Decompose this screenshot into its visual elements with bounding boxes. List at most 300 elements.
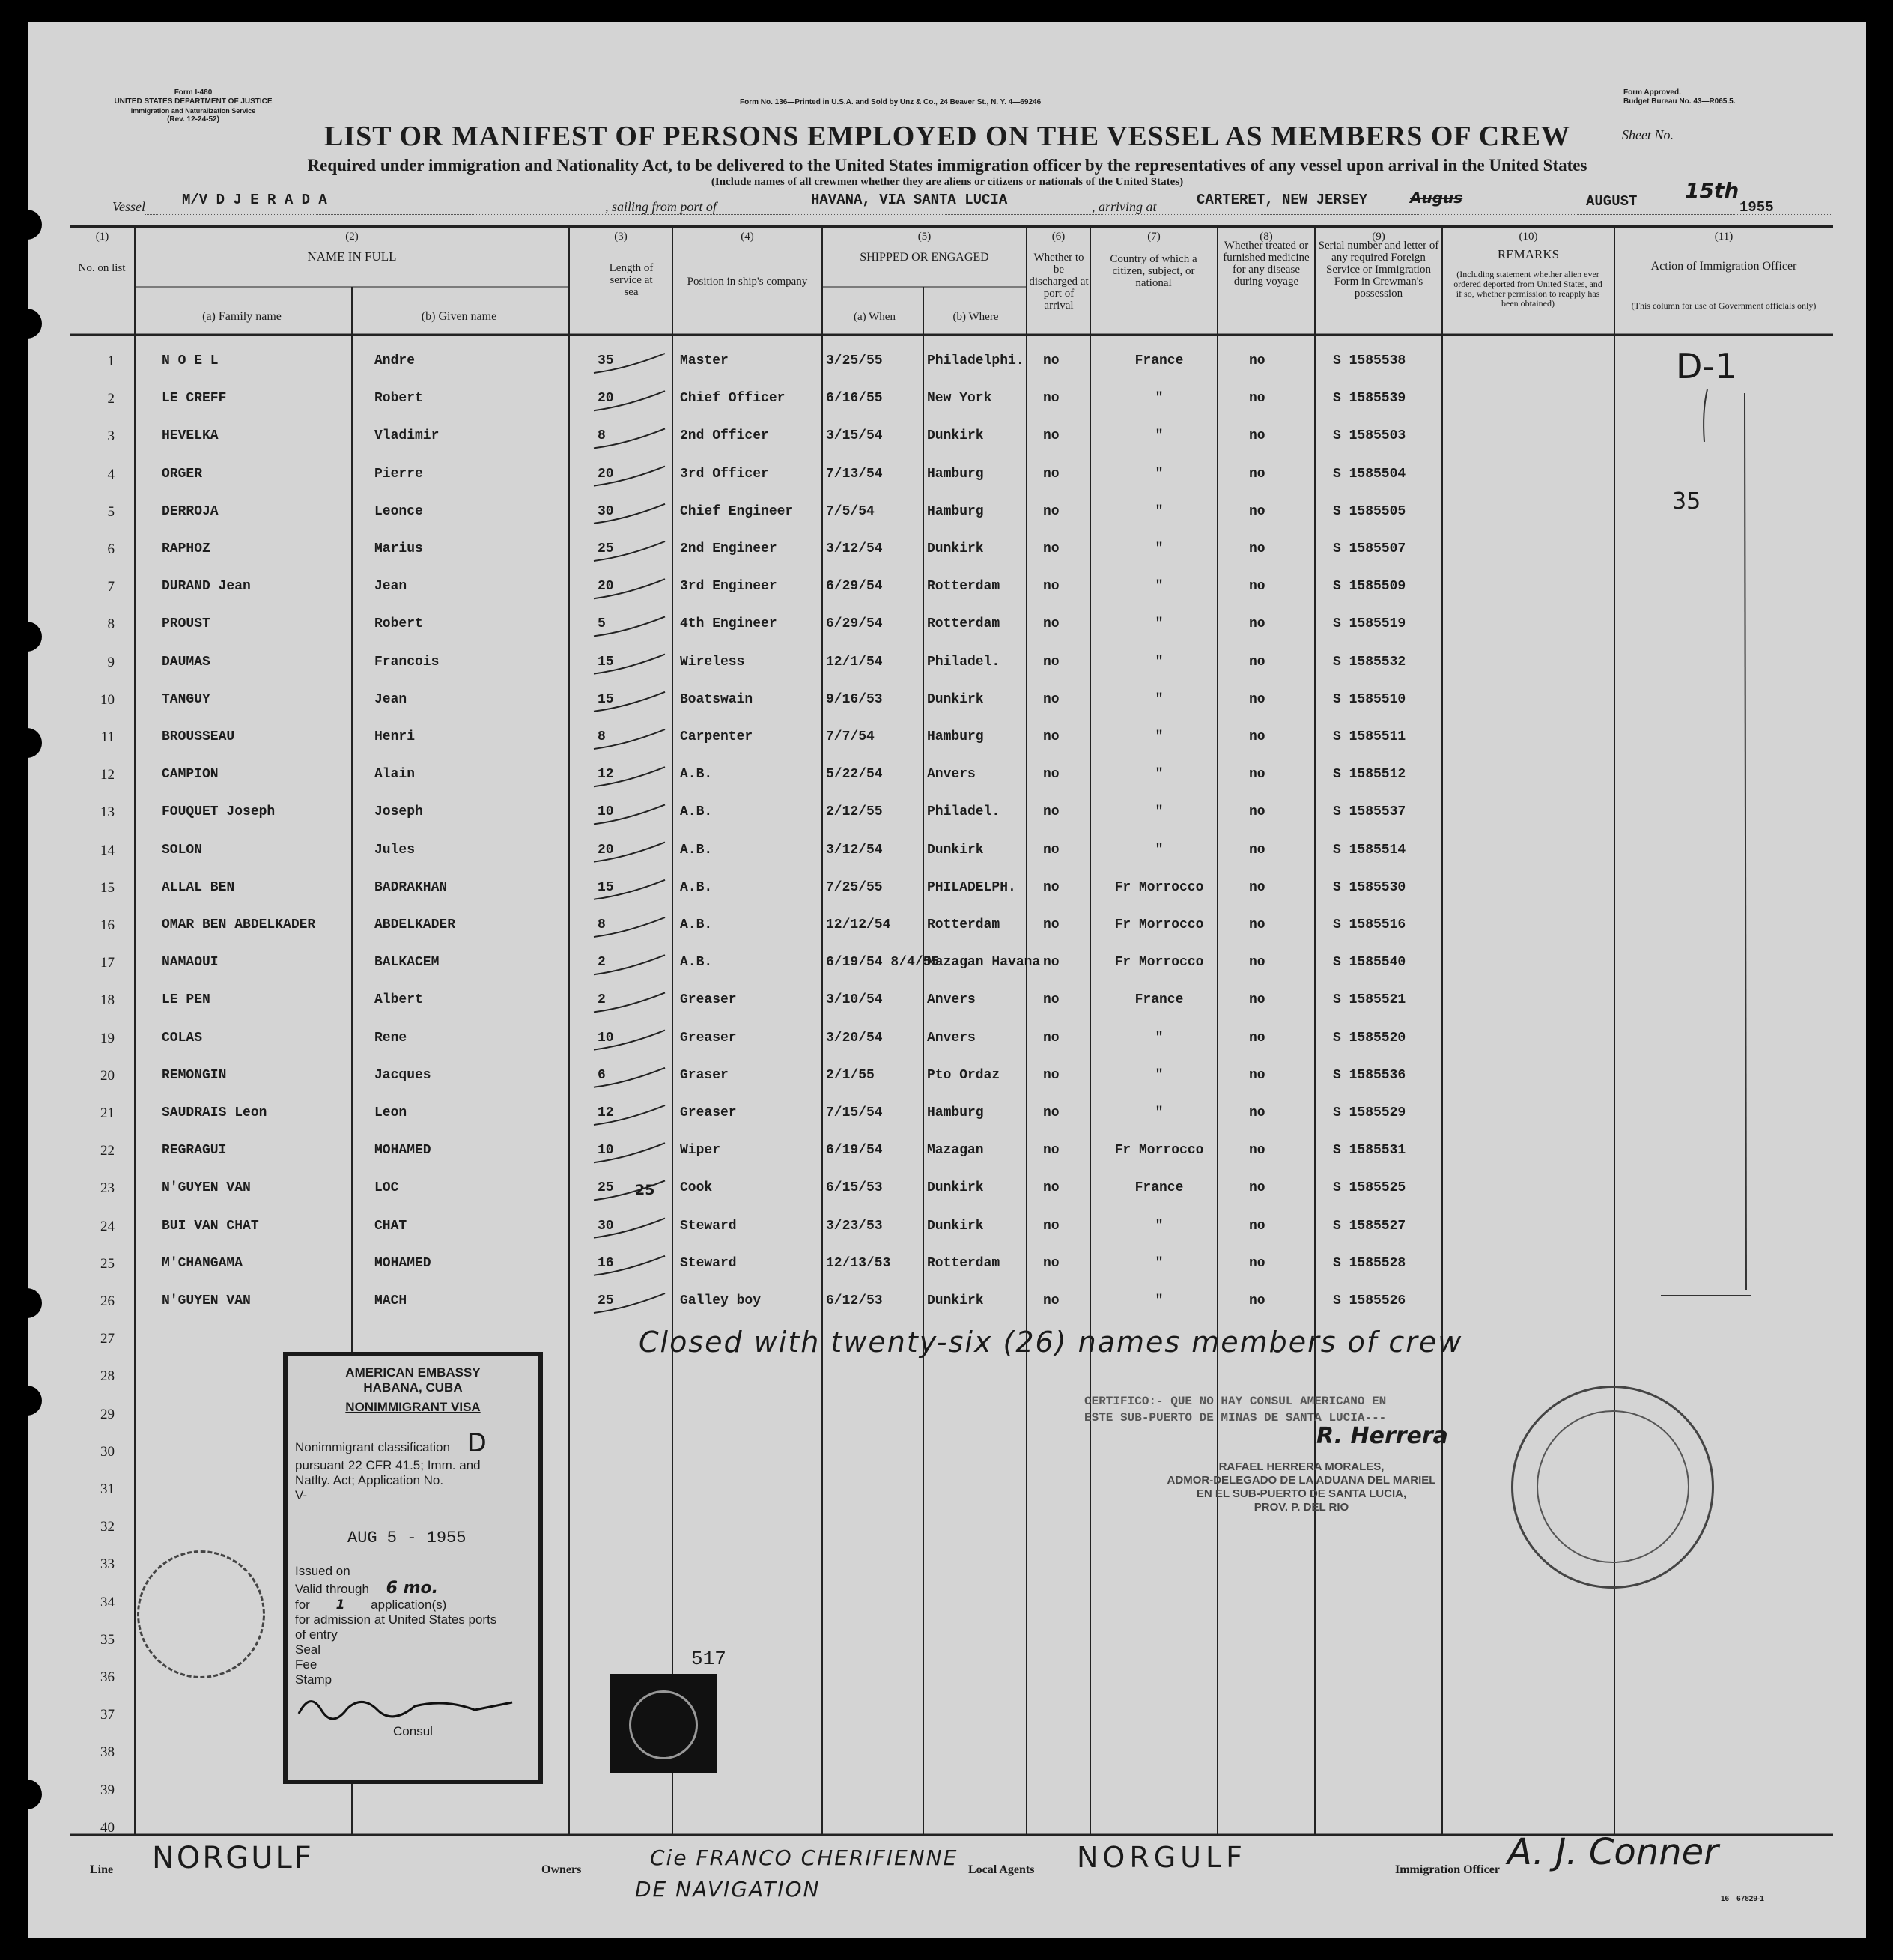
header-serial: Serial number and letter of any required Foreign Service or Immigration Form in Crewman's possession [1318, 240, 1439, 300]
row-number: 13 [100, 804, 115, 821]
discharged-cell: no [1043, 1067, 1060, 1083]
country-cell: " [1155, 503, 1164, 519]
row-number: 5 [107, 503, 115, 520]
stamp-valid-value: 6 mo. [386, 1579, 439, 1598]
discharged-cell: no [1043, 767, 1060, 783]
consul-signature [295, 1687, 520, 1725]
serial-cell: S 1585537 [1333, 804, 1406, 820]
family-name-cell: N O E L [162, 354, 219, 368]
stamp-for-value: 1 [335, 1598, 345, 1612]
footer-line: NORGULF [152, 1841, 314, 1875]
where-cell: Hamburg [927, 466, 984, 482]
discharged-cell: no [1043, 1255, 1060, 1271]
when-cell: 7/13/54 [826, 466, 883, 482]
length-cell: 20 [598, 391, 614, 407]
where-cell: Anvers [927, 992, 976, 1008]
medicine-cell: no [1249, 1293, 1265, 1308]
stamp-classification: D [467, 1428, 487, 1458]
discharged-cell: no [1043, 917, 1060, 932]
footer-officer-signature: A. J. Conner [1507, 1831, 1719, 1873]
vessel-label: Vessel [112, 199, 145, 214]
row-number: 23 [100, 1180, 115, 1197]
header-name-in-full: NAME IN FULL [307, 249, 397, 264]
where-cell: Rotterdam [927, 917, 1000, 932]
row-number: 22 [100, 1143, 115, 1159]
serial-cell: S 1585531 [1333, 1143, 1406, 1159]
when-cell: 12/12/54 [826, 917, 891, 932]
revenue-stamp [610, 1674, 717, 1773]
medicine-cell: no [1249, 466, 1265, 482]
country-cell: " [1155, 428, 1164, 444]
medicine-cell: no [1249, 879, 1265, 895]
printer-note: Form No. 136—Printed in U.S.A. and Sold by Unz & Co., 24 Beaver St., N. Y. 4—69246 [740, 98, 1042, 106]
length-cell: 15 [598, 654, 614, 670]
length-cell: 30 [598, 503, 614, 519]
sailing-label: , sailing from port of [605, 199, 717, 214]
discharged-cell: no [1043, 541, 1060, 556]
empty-row-number: 27 [100, 1331, 115, 1347]
stamp-stamp: Stamp [295, 1672, 332, 1687]
country-cell: " [1155, 767, 1164, 783]
family-name-cell: HEVELKA [162, 428, 219, 444]
manifest-sheet [28, 22, 1866, 1938]
empty-row-number: 34 [100, 1594, 115, 1610]
row-number: 4 [107, 466, 115, 482]
discharged-cell: no [1043, 1030, 1060, 1046]
struck-word: Augus [1410, 189, 1463, 207]
position-cell: Cook [680, 1180, 713, 1196]
position-cell: A.B. [680, 804, 713, 820]
family-name-cell: DERROJA [162, 503, 219, 519]
medicine-cell: no [1249, 579, 1265, 595]
given-name-cell: Jacques [374, 1067, 431, 1083]
given-name-cell: Leonce [374, 503, 423, 519]
given-name-cell: MOHAMED [374, 1143, 431, 1159]
discharged-cell: no [1043, 1293, 1060, 1308]
family-name-cell: PROUST [162, 616, 210, 632]
cert-title3: PROV. P. DEL RIO [1254, 1501, 1349, 1514]
empty-row-number: 38 [100, 1744, 115, 1761]
serial-cell: S 1585530 [1333, 879, 1406, 895]
header-discharged: Whether to be discharged at port of arrival [1029, 252, 1089, 312]
given-name-cell: Francois [374, 654, 440, 670]
country-cell: Fr Morrocco [1114, 879, 1204, 895]
when-cell: 12/13/53 [826, 1255, 891, 1271]
length-cell: 10 [598, 1030, 614, 1046]
given-name-cell: Rene [374, 1030, 407, 1046]
stamp-valid-row [295, 1579, 538, 1598]
footer-owners-1: Cie FRANCO CHERIFIENNE [650, 1845, 958, 1870]
row-number: 7 [107, 579, 115, 595]
when-cell: 2/1/55 [826, 1067, 875, 1083]
discharged-cell: no [1043, 579, 1060, 595]
col-number-10: (10) [1519, 231, 1538, 243]
row-number: 18 [100, 992, 115, 1009]
length-cell: 15 [598, 879, 614, 895]
medicine-cell: no [1249, 917, 1265, 932]
when-cell: 12/1/54 [826, 654, 883, 670]
stamp-line2: HABANA, CUBA [363, 1380, 463, 1395]
medicine-cell: no [1249, 354, 1265, 368]
given-name-cell: CHAT [374, 1218, 407, 1234]
col-number-2: (2) [345, 231, 359, 243]
given-name-cell: Leon [374, 1105, 407, 1120]
position-cell: Steward [680, 1255, 737, 1271]
family-name-cell: LE CREFF [162, 391, 227, 407]
stamp-number: 517 [691, 1648, 726, 1670]
family-name-cell: REGRAGUI [162, 1143, 227, 1159]
country-cell: Fr Morrocco [1114, 917, 1204, 932]
family-name-cell: CAMPION [162, 767, 219, 783]
country-cell: " [1155, 729, 1164, 744]
medicine-cell: no [1249, 654, 1265, 670]
family-name-cell: COLAS [162, 1030, 203, 1046]
header-length: Length of service at sea [609, 262, 654, 298]
discharged-cell: no [1043, 1143, 1060, 1159]
where-cell: Dunkirk [927, 1293, 984, 1308]
when-cell: 6/29/54 [826, 579, 883, 595]
row-number: 8 [107, 616, 115, 633]
given-name-cell: MACH [374, 1293, 407, 1308]
where-cell: Dunkirk [927, 1218, 984, 1234]
length-cell: 12 [598, 1105, 614, 1120]
position-cell: A.B. [680, 767, 713, 783]
medicine-cell: no [1249, 992, 1265, 1008]
position-cell: A.B. [680, 842, 713, 858]
when-cell: 3/23/53 [826, 1218, 883, 1234]
when-cell: 3/20/54 [826, 1030, 883, 1046]
where-cell: Philadel. [927, 654, 1000, 670]
header-family-name: (a) Family name [202, 310, 282, 323]
position-cell: A.B. [680, 917, 713, 932]
serial-cell: S 1585505 [1333, 503, 1406, 519]
given-name-cell: Jean [374, 579, 407, 595]
position-cell: 3rd Engineer [680, 579, 777, 595]
footer-officer-label: Immigration Officer [1395, 1863, 1500, 1876]
given-name-cell: Vladimir [374, 428, 440, 444]
length-cell: 15 [598, 691, 614, 707]
where-cell: Philadelphi. [927, 354, 1024, 368]
row-number: 1 [107, 354, 115, 369]
header-remarks-note: (Including statement whether alien ever ordered deported from United States, and if so, whether permission to reapply has been obtained) [1453, 269, 1602, 309]
discharged-cell: no [1043, 654, 1060, 670]
header-no-on-list: No. on list [78, 262, 126, 274]
position-cell: Greaser [680, 1030, 737, 1046]
header-medicine: Whether treated or furnished medicine for any disease during voyage [1223, 240, 1310, 288]
country-cell: Fr Morrocco [1114, 955, 1204, 971]
position-cell: Chief Officer [680, 391, 786, 407]
family-name-cell: RAPHOZ [162, 541, 210, 556]
row-number: 21 [100, 1105, 115, 1121]
country-cell: " [1155, 1067, 1164, 1083]
length-cell: 6 [598, 1067, 606, 1083]
medicine-cell: no [1249, 729, 1265, 744]
col-number-7: (7) [1147, 231, 1161, 243]
where-cell: Rotterdam [927, 1255, 1000, 1271]
where-cell: Rotterdam [927, 579, 1000, 595]
row-number: 10 [100, 691, 115, 708]
department: UNITED STATES DEPARTMENT OF JUSTICE [114, 97, 273, 106]
budget-number: Budget Bureau No. 43—R065.5. [1623, 97, 1736, 106]
date-day: 15th [1685, 178, 1739, 203]
row-number: 2 [107, 391, 115, 407]
row-number: 14 [100, 842, 115, 858]
row-number: 19 [100, 1030, 115, 1046]
position-cell: Graser [680, 1067, 729, 1083]
position-cell: Chief Engineer [680, 503, 794, 519]
empty-row-number: 31 [100, 1481, 115, 1497]
given-name-cell: ABDELKADER [374, 917, 456, 932]
country-cell: " [1155, 1218, 1164, 1234]
serial-cell: S 1585519 [1333, 616, 1406, 632]
col-number-11: (11) [1714, 231, 1734, 243]
medicine-cell: no [1249, 1105, 1265, 1120]
discharged-cell: no [1043, 1105, 1060, 1120]
form-id: Form I-480 [174, 88, 213, 97]
row-number: 9 [107, 654, 115, 670]
cert-signature: R. Herrera [1316, 1423, 1448, 1449]
col-number-3: (3) [614, 231, 628, 243]
header-when: (a) When [854, 311, 896, 323]
where-cell: Pto Ordaz [927, 1067, 1000, 1083]
stamp-for-label: for [295, 1598, 310, 1612]
position-cell: Carpenter [680, 729, 753, 744]
medicine-cell: no [1249, 616, 1265, 632]
where-cell: Dunkirk [927, 842, 984, 858]
given-name-cell: Andre [374, 354, 416, 368]
stamp-seal: Seal [295, 1642, 321, 1657]
serial-cell: S 1585509 [1333, 579, 1406, 595]
length-cell: 10 [598, 1143, 614, 1159]
given-name-cell: Joseph [374, 804, 423, 820]
when-cell: 5/22/54 [826, 767, 883, 783]
row-number: 12 [100, 767, 115, 783]
medicine-cell: no [1249, 1067, 1265, 1083]
given-name-cell: BADRAKHAN [374, 879, 448, 895]
serial-cell: S 1585521 [1333, 992, 1406, 1008]
country-cell: France [1134, 1180, 1184, 1196]
given-name-cell: MOHAMED [374, 1255, 431, 1271]
position-cell: 2nd Officer [680, 428, 769, 444]
serial-cell: S 1585520 [1333, 1030, 1406, 1046]
vessel-name: M/V D J E R A D A [182, 192, 327, 208]
family-name-cell: SOLON [162, 842, 203, 858]
where-cell: Dunkirk [927, 1180, 984, 1196]
stamp-valid-label: Valid through [295, 1582, 369, 1596]
when-cell: 3/12/54 [826, 842, 883, 858]
cert-signer [1092, 1460, 1511, 1514]
where-cell: Dunkirk [927, 428, 984, 444]
serial-cell: S 1585512 [1333, 767, 1406, 783]
col-number-9: (9) [1372, 231, 1385, 243]
stamp-v-label: V- [295, 1488, 308, 1502]
length-cell: 25 [598, 541, 614, 556]
family-name-cell: N'GUYEN VAN [162, 1293, 251, 1308]
family-name-cell: BROUSSEAU [162, 729, 235, 744]
length-cell: 5 [598, 616, 606, 632]
length-cell: 30 [598, 1218, 614, 1234]
row-number: 16 [100, 917, 115, 933]
header-action: Action of Immigration Officer [1650, 260, 1797, 273]
given-name-cell: BALKACEM [374, 955, 440, 971]
position-cell: A.B. [680, 955, 713, 971]
country-cell: " [1155, 1255, 1164, 1271]
when-cell: 6/29/54 [826, 616, 883, 632]
where-cell: Mazagan Havana [927, 955, 1041, 971]
stamp-applications: application(s) [371, 1598, 447, 1612]
serial-cell: S 1585504 [1333, 466, 1406, 482]
empty-row-number: 32 [100, 1519, 115, 1535]
row-number: 25 [100, 1255, 115, 1272]
stamp-of-entry: of entry [295, 1627, 338, 1642]
footer-agents-label: Local Agents [968, 1863, 1035, 1876]
cert-name: RAFAEL HERRERA MORALES, [1218, 1460, 1385, 1473]
position-cell: Wireless [680, 654, 745, 670]
empty-row-number: 35 [100, 1631, 115, 1648]
empty-row-number: 40 [100, 1819, 115, 1836]
serial-cell: S 1585516 [1333, 917, 1406, 932]
discharged-cell: no [1043, 616, 1060, 632]
length-cell: 2 [598, 955, 606, 971]
embassy-round-seal [137, 1550, 265, 1678]
footer-line-label: Line [90, 1863, 114, 1876]
length-cell: 25 [598, 1180, 614, 1196]
date-year: 1955 [1739, 199, 1774, 216]
stamp-line1: AMERICAN EMBASSY [345, 1365, 481, 1380]
discharged-cell: no [1043, 1218, 1060, 1234]
length-cell: 8 [598, 729, 606, 744]
discharged-cell: no [1043, 992, 1060, 1008]
length-cell: 12 [598, 767, 614, 783]
where-cell: Hamburg [927, 1105, 984, 1120]
length-cell: 16 [598, 1255, 614, 1271]
medicine-cell: no [1249, 691, 1265, 707]
port-to: CARTERET, NEW JERSEY [1197, 192, 1368, 208]
given-name-cell: LOC [374, 1180, 399, 1196]
approved-label: Form Approved. [1623, 88, 1681, 97]
when-cell: 6/16/55 [826, 391, 883, 407]
position-cell: Boatswain [680, 691, 753, 707]
where-cell: New York [927, 391, 992, 407]
when-cell: 9/16/53 [826, 691, 883, 707]
when-cell: 7/25/55 [826, 879, 883, 895]
header-shipped: SHIPPED OR ENGAGED [860, 251, 989, 264]
country-cell: " [1155, 579, 1164, 595]
row-number: 15 [100, 879, 115, 896]
position-cell: 3rd Officer [680, 466, 769, 482]
family-name-cell: TANGUY [162, 691, 210, 707]
serial-cell: S 1585526 [1333, 1293, 1406, 1308]
family-name-cell: OMAR BEN ABDELKADER [162, 917, 316, 932]
position-cell: Greaser [680, 992, 737, 1008]
empty-row-number: 36 [100, 1669, 115, 1685]
country-cell: Fr Morrocco [1114, 1143, 1204, 1159]
cert-title2: EN EL SUB-PUERTO DE SANTA LUCIA, [1196, 1487, 1407, 1500]
footer-agents: NORGULF [1077, 1841, 1248, 1874]
cert-title1: ADMOR-DELEGADO DE LA ADUANA DEL MARIEL [1167, 1474, 1436, 1487]
discharged-cell: no [1043, 955, 1060, 971]
row-number: 24 [100, 1218, 115, 1234]
country-cell: France [1134, 354, 1184, 368]
medicine-cell: no [1249, 1030, 1265, 1046]
family-name-cell: ALLAL BEN [162, 879, 235, 895]
stamp-classification-label: Nonimmigrant classification [295, 1440, 450, 1454]
where-cell: PHILADELPH. [927, 879, 1016, 895]
medicine-cell: no [1249, 503, 1265, 519]
date-month: AUGUST [1586, 193, 1638, 210]
row-number: 6 [107, 541, 115, 557]
length-cell: 20 [598, 579, 614, 595]
where-cell: Anvers [927, 767, 976, 783]
family-name-cell: LE PEN [162, 992, 210, 1008]
customs-seal [1511, 1386, 1714, 1589]
serial-cell: S 1585503 [1333, 428, 1406, 444]
when-cell: 3/12/54 [826, 541, 883, 556]
service: Immigration and Naturalization Service [130, 107, 256, 115]
medicine-cell: no [1249, 1255, 1265, 1271]
arriving-label: , arriving at [1092, 199, 1157, 214]
serial-cell: S 1585525 [1333, 1180, 1406, 1196]
stamp-admission: for admission at United States ports [295, 1612, 497, 1627]
revision: (Rev. 12-24-52) [167, 115, 219, 124]
serial-cell: S 1585511 [1333, 729, 1406, 744]
when-cell: 7/15/54 [826, 1105, 883, 1120]
serial-cell: S 1585540 [1333, 955, 1406, 971]
discharged-cell: no [1043, 691, 1060, 707]
family-name-cell: ORGER [162, 466, 203, 482]
serial-cell: S 1585536 [1333, 1067, 1406, 1083]
when-cell: 3/10/54 [826, 992, 883, 1008]
country-cell: France [1134, 992, 1184, 1008]
discharged-cell: no [1043, 354, 1060, 368]
where-cell: Rotterdam [927, 616, 1000, 632]
given-name-cell: Pierre [374, 466, 423, 482]
stamp-date: AUG 5 - 1955 [347, 1529, 467, 1547]
col-number-5: (5) [917, 231, 932, 243]
stamp-consul: Consul [393, 1724, 433, 1738]
action-count: 35 [1672, 488, 1701, 515]
length-cell: 10 [598, 804, 614, 820]
position-cell: Galley boy [680, 1293, 762, 1308]
stamp-line3: NONIMMIGRANT VISA [345, 1400, 481, 1414]
serial-cell: S 1585528 [1333, 1255, 1406, 1271]
family-name-cell: N'GUYEN VAN [162, 1180, 251, 1196]
medicine-cell: no [1249, 804, 1265, 820]
header-given-name: (b) Given name [421, 310, 497, 323]
family-name-cell: M'CHANGAMA [162, 1255, 243, 1271]
given-name-cell: Albert [374, 992, 423, 1008]
stamp-natlty: Natlty. Act; Application No. [295, 1473, 444, 1487]
position-cell: 2nd Engineer [680, 541, 777, 556]
stamp-issued: Issued on [295, 1564, 350, 1578]
empty-row-number: 30 [100, 1443, 115, 1460]
position-cell: Wiper [680, 1143, 721, 1159]
medicine-cell: no [1249, 955, 1265, 971]
family-name-cell: SAUDRAIS Leon [162, 1105, 267, 1120]
page-title: LIST OR MANIFEST OF PERSONS EMPLOYED ON THE VESSEL AS MEMBERS OF CREW [324, 121, 1570, 152]
medicine-cell: no [1249, 1143, 1265, 1159]
page-subtitle: Required under immigration and Nationality Act, to be delivered to the United States immigration officer by the representatives of any vessel upon arrival in the United States [307, 156, 1587, 175]
given-name-cell: Jules [374, 842, 416, 858]
row-number: 26 [100, 1293, 115, 1309]
discharged-cell: no [1043, 1180, 1060, 1196]
family-name-cell: DURAND Jean [162, 579, 251, 595]
action-code: D-1 [1676, 346, 1737, 386]
country-cell: " [1155, 616, 1164, 632]
when-cell: 6/15/53 [826, 1180, 883, 1196]
stamp-classification-row [295, 1428, 538, 1458]
where-cell: Anvers [927, 1030, 976, 1046]
